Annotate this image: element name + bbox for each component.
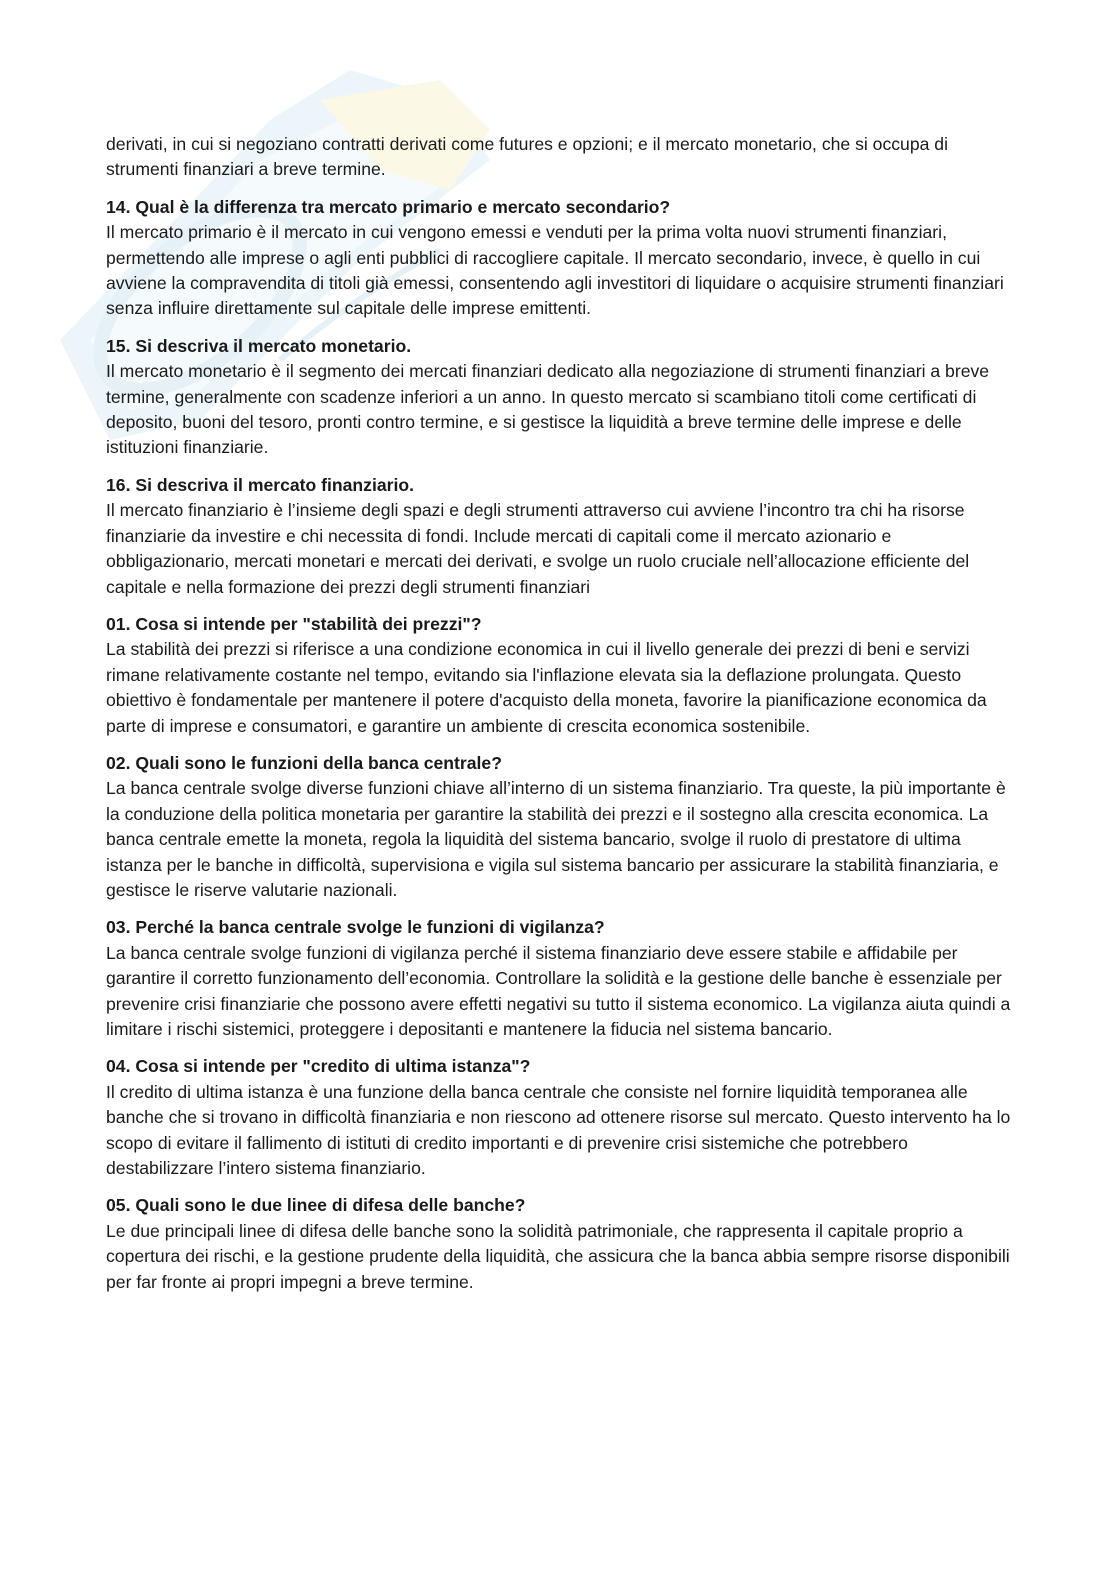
qa-section-03 <box>106 915 1012 1042</box>
answer-paragraph: Il mercato monetario è il segmento dei mercati finanziari dedicato alla negoziazione di strumenti finanziari a breve termine, generalmente con scadenze inferiori a un anno. In questo mercato si scambiano titoli come certificati di deposito, buoni del tesoro, pronti contro termine, e si gestisce la liquidità a breve termine delle imprese e delle istituzioni finanziarie. <box>106 361 990 458</box>
intro-paragraph: derivati, in cui si negoziano contratti derivati come futures e opzioni; e il mercato monetario, che si occupa di strumenti finanziari a breve termine. <box>106 134 948 180</box>
answer-paragraph: Il mercato finanziario è l’insieme degli spazi e degli strumenti attraverso cui avviene l’incontro tra chi ha risorse finanziarie da investire e chi necessita di fondi. Include mercati di capitali come il mercato azionario e obbligazionario, mercati monetari e mercati dei derivati, e svolge un ruolo cruciale nell’allocazione efficiente del capitale e nella formazione dei prezzi degli strumenti finanziari <box>106 500 970 597</box>
answer-paragraph: La stabilità dei prezzi si riferisce a una condizione economica in cui il livello generale dei prezzi di beni e servizi rimane relativamente costante nel tempo, evitando sia l'inflazione elevata sia la deflazione prolungata. Questo obiettivo è fondamentale per mantenere il potere d'acquisto della moneta, favorire la pianificazione economica da parte di imprese e consumatori, e garantire un ambiente di crescita economica sostenibile. <box>106 639 987 736</box>
qa-section-16 <box>106 473 1012 600</box>
question-heading: 04. Cosa si intende per "credito di ultima istanza"? <box>106 1056 531 1077</box>
answer-paragraph: La banca centrale svolge diverse funzioni chiave all’interno di un sistema finanziario. Tra queste, la più importante è la conduzione della politica monetaria per garantire la stabilità dei prezzi e il sostegno alla crescita economica. La banca centrale emette la moneta, regola la liquidità del sistema bancario, svolge il ruolo di prestatore di ultima istanza per le banche in difficoltà, supervisiona e vigila sul sistema bancario per assicurare la stabilità finanziaria, e gestisce le riserve valutarie nazionali. <box>106 778 1006 900</box>
question-heading: 16. Si descriva il mercato finanziario. <box>106 474 415 495</box>
answer-paragraph: La banca centrale svolge funzioni di vigilanza perché il sistema finanziario deve essere stabile e affidabile per garantire il corretto funzionamento dell’economia. Controllare la solidità e la gestione delle banche è essenziale per prevenire crisi finanziarie che possono avere effetti negativi su tutto il sistema economico. La vigilanza aiuta quindi a limitare i rischi sistemici, proteggere i depositanti e mantenere la fiducia nel sistema bancario. <box>106 942 1011 1039</box>
qa-section-01 <box>106 612 1012 739</box>
qa-section-15 <box>106 334 1012 461</box>
question-heading: 03. Perché la banca centrale svolge le funzioni di vigilanza? <box>106 917 605 938</box>
answer-paragraph: Il credito di ultima istanza è una funzione della banca centrale che consiste nel fornire liquidità temporanea alle banche che si trovano in difficoltà finanziaria e non riescono ad ottenere risorse sul mercato. Questo intervento ha lo scopo di evitare il fallimento di istituti di credito importanti e di prevenire crisi sistemiche che potrebbero destabilizzare l’intero sistema finanziario. <box>106 1081 1011 1179</box>
question-heading: 14. Qual è la differenza tra mercato primario e mercato secondario? <box>106 196 671 217</box>
question-heading: 05. Quali sono le due linee di difesa delle banche? <box>106 1195 526 1216</box>
answer-paragraph: Le due principali linee di difesa delle banche sono la solidità patrimoniale, che rappresenta il capitale proprio a copertura dei rischi, e la gestione prudente della liquidità, che assicura che la banca abbia sempre risorse disponibili per far fronte ai propri impegni a breve termine. <box>106 1220 1010 1292</box>
question-heading: 01. Cosa si intende per "stabilità dei prezzi"? <box>106 613 482 634</box>
question-heading: 02. Quali sono le funzioni della banca centrale? <box>106 752 502 773</box>
qa-section-05 <box>106 1193 1012 1295</box>
answer-paragraph: Il mercato primario è il mercato in cui vengono emessi e venduti per la prima volta nuovi strumenti finanziari, permettendo alle imprese o agli enti pubblici di raccogliere capitale. Il mercato secondario, invece, è quello in cui avviene la compravendita di titoli già emessi, consentendo agli investitori di liquidare o acquisire strumenti finanziari senza influire direttamente sul capitale delle imprese emittenti. <box>106 222 1004 319</box>
qa-section-04 <box>106 1054 1012 1181</box>
qa-section-02 <box>106 751 1012 903</box>
question-heading: 15. Si descriva il mercato monetario. <box>106 335 412 356</box>
document-page <box>106 132 1012 1307</box>
qa-section-14 <box>106 195 1012 322</box>
